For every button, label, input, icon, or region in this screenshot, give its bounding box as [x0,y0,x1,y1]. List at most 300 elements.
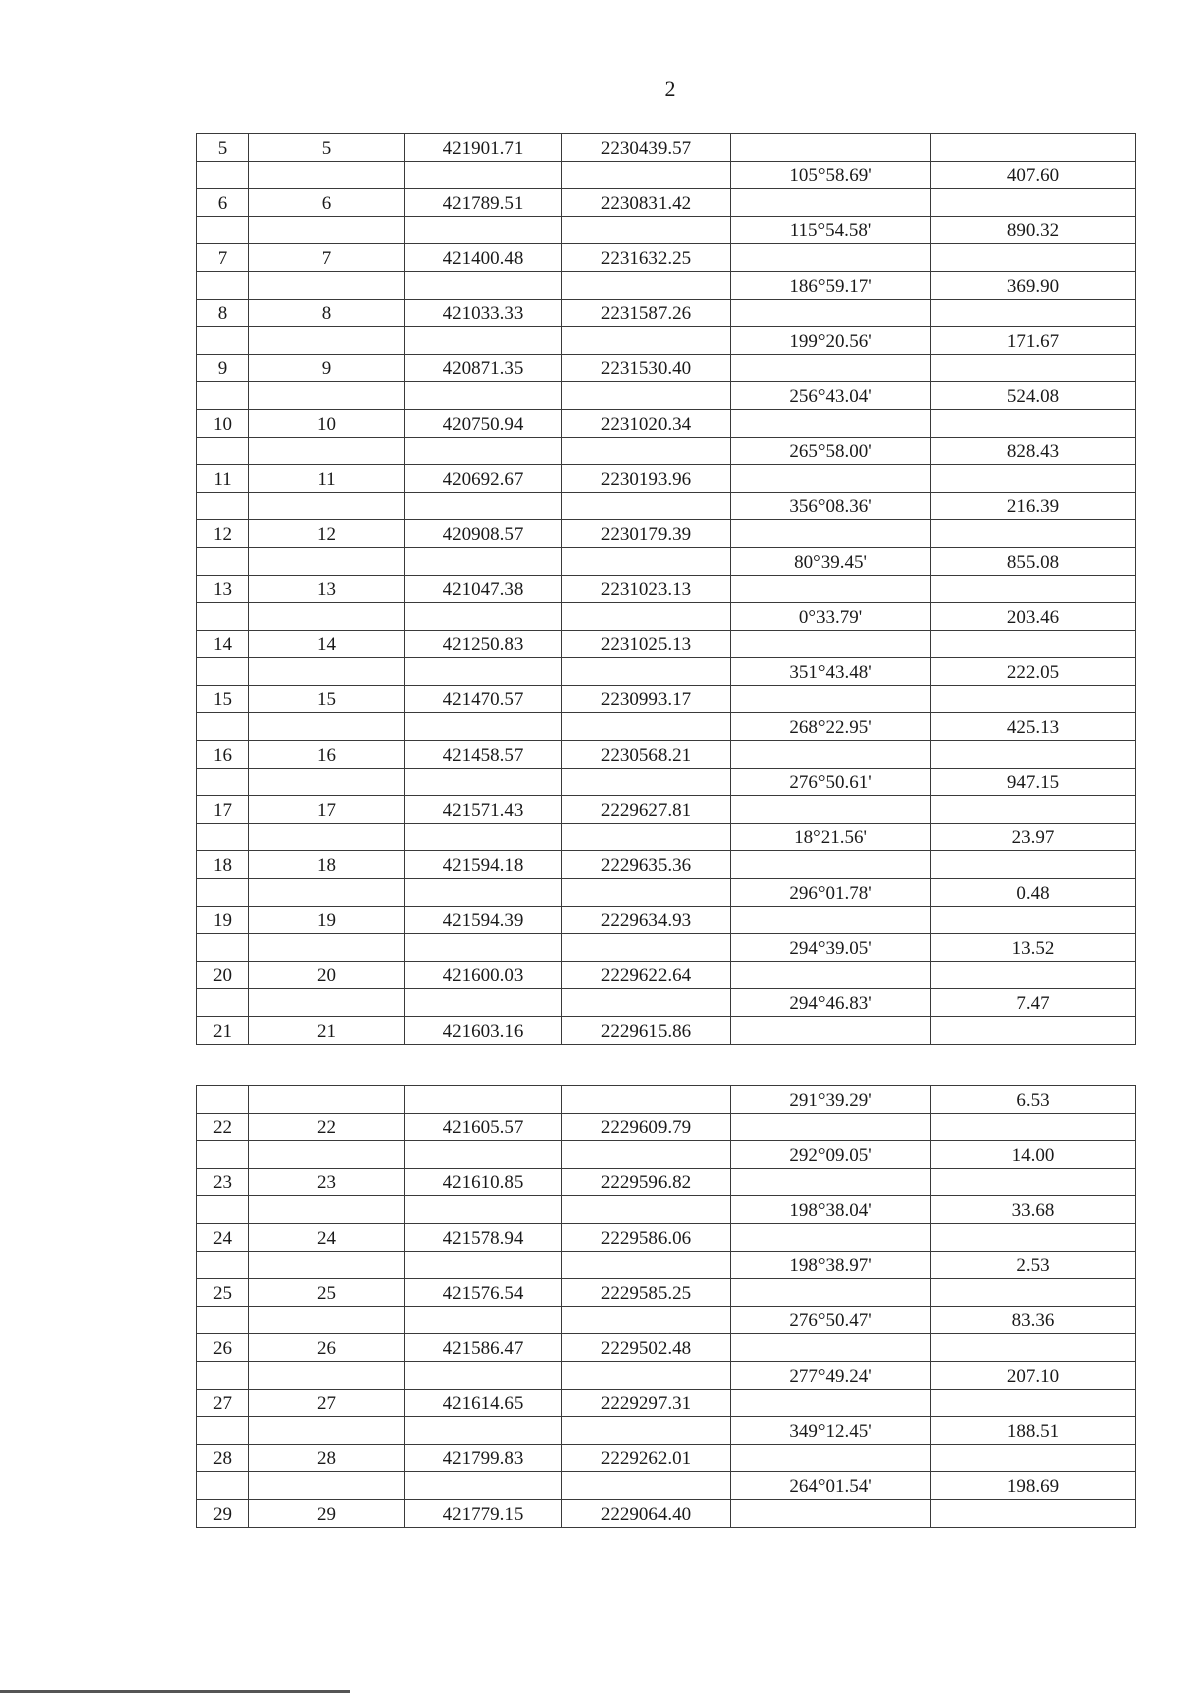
direction-angle-cell [731,575,931,603]
point-id-cell [249,271,405,299]
direction-angle-cell: 276°50.47' [731,1306,931,1334]
table-row [197,1472,1136,1500]
table-row [197,189,1136,217]
direction-angle-cell: 349°12.45' [731,1417,931,1445]
y-coordinate-cell: 2230993.17 [562,685,731,713]
table-row [197,465,1136,493]
x-coordinate-cell [405,823,562,851]
point-id-cell: 11 [249,465,405,493]
table-row [197,713,1136,741]
point-id-cell: 12 [249,520,405,548]
point-id-cell [249,161,405,189]
direction-angle-cell [731,1113,931,1141]
direction-angle-cell: 80°39.45' [731,547,931,575]
table-row [197,354,1136,382]
length-cell [931,1389,1136,1417]
point-number-cell [197,1086,249,1114]
length-cell [931,1279,1136,1307]
table-row [197,906,1136,934]
table-row [197,603,1136,631]
x-coordinate-cell [405,382,562,410]
y-coordinate-cell: 2229615.86 [562,1017,731,1045]
direction-angle-cell [731,409,931,437]
point-id-cell: 18 [249,851,405,879]
point-number-cell [197,271,249,299]
direction-angle-cell: 186°59.17' [731,271,931,299]
y-coordinate-cell [562,161,731,189]
table-row [197,658,1136,686]
point-id-cell [249,492,405,520]
point-number-cell: 22 [197,1113,249,1141]
point-id-cell [249,382,405,410]
length-cell [931,630,1136,658]
length-cell [931,354,1136,382]
table-row [197,161,1136,189]
table-row [197,271,1136,299]
point-id-cell: 22 [249,1113,405,1141]
table-row [197,1251,1136,1279]
point-number-cell [197,547,249,575]
x-coordinate-cell: 421594.18 [405,851,562,879]
length-cell: 855.08 [931,547,1136,575]
y-coordinate-cell [562,547,731,575]
direction-angle-cell: 264°01.54' [731,1472,931,1500]
point-id-cell: 13 [249,575,405,603]
direction-angle-cell [731,244,931,272]
point-id-cell: 10 [249,409,405,437]
table-row [197,1499,1136,1527]
y-coordinate-cell: 2231587.26 [562,299,731,327]
y-coordinate-cell [562,1306,731,1334]
point-id-cell: 6 [249,189,405,217]
y-coordinate-cell: 2230193.96 [562,465,731,493]
length-cell [931,409,1136,437]
direction-angle-cell [731,1499,931,1527]
table-row [197,1196,1136,1224]
y-coordinate-cell [562,1417,731,1445]
point-id-cell [249,1472,405,1500]
length-cell: 890.32 [931,216,1136,244]
direction-angle-cell: 292°09.05' [731,1141,931,1169]
direction-angle-cell: 356°08.36' [731,492,931,520]
scan-edge-line [0,1690,350,1693]
length-cell: 947.15 [931,768,1136,796]
length-cell [931,1223,1136,1251]
point-number-cell: 26 [197,1334,249,1362]
point-number-cell: 23 [197,1168,249,1196]
table-row [197,520,1136,548]
table-row [197,1086,1136,1114]
direction-angle-cell [731,1389,931,1417]
length-cell [931,299,1136,327]
point-id-cell [249,1361,405,1389]
point-number-cell [197,327,249,355]
y-coordinate-cell [562,768,731,796]
x-coordinate-cell: 421901.71 [405,134,562,162]
direction-angle-cell: 276°50.61' [731,768,931,796]
direction-angle-cell: 265°58.00' [731,437,931,465]
point-number-cell [197,768,249,796]
table-row [197,1334,1136,1362]
direction-angle-cell: 296°01.78' [731,879,931,907]
length-cell [931,796,1136,824]
point-number-cell: 27 [197,1389,249,1417]
length-cell: 13.52 [931,934,1136,962]
length-cell: 2.53 [931,1251,1136,1279]
x-coordinate-cell [405,1086,562,1114]
x-coordinate-cell: 421610.85 [405,1168,562,1196]
length-cell [931,1168,1136,1196]
point-number-cell [197,1472,249,1500]
table-row [197,851,1136,879]
x-coordinate-cell: 420908.57 [405,520,562,548]
page-number: 2 [664,76,676,101]
length-cell [931,244,1136,272]
y-coordinate-cell [562,1472,731,1500]
y-coordinate-cell: 2230831.42 [562,189,731,217]
y-coordinate-cell [562,437,731,465]
direction-angle-cell [731,299,931,327]
direction-angle-cell [731,189,931,217]
point-number-cell: 20 [197,961,249,989]
length-cell: 524.08 [931,382,1136,410]
table-row [197,1141,1136,1169]
length-cell: 425.13 [931,713,1136,741]
x-coordinate-cell [405,1196,562,1224]
length-cell: 216.39 [931,492,1136,520]
y-coordinate-cell [562,713,731,741]
direction-angle-cell: 351°43.48' [731,658,931,686]
point-id-cell: 25 [249,1279,405,1307]
point-id-cell [249,768,405,796]
y-coordinate-cell: 2230439.57 [562,134,731,162]
table-row [197,1017,1136,1045]
direction-angle-cell: 105°58.69' [731,161,931,189]
y-coordinate-cell: 2230568.21 [562,741,731,769]
point-id-cell: 16 [249,741,405,769]
x-coordinate-cell: 420750.94 [405,409,562,437]
point-number-cell: 28 [197,1444,249,1472]
length-cell: 207.10 [931,1361,1136,1389]
point-id-cell: 5 [249,134,405,162]
direction-angle-cell [731,465,931,493]
x-coordinate-cell: 421458.57 [405,741,562,769]
length-cell [931,520,1136,548]
table-row [197,685,1136,713]
direction-angle-cell: 18°21.56' [731,823,931,851]
point-number-cell: 24 [197,1223,249,1251]
y-coordinate-cell: 2231632.25 [562,244,731,272]
point-id-cell [249,823,405,851]
x-coordinate-cell: 421799.83 [405,1444,562,1472]
x-coordinate-cell [405,713,562,741]
y-coordinate-cell: 2229634.93 [562,906,731,934]
y-coordinate-cell: 2231530.40 [562,354,731,382]
table-row [197,134,1136,162]
table-row [197,879,1136,907]
table-row [197,796,1136,824]
point-number-cell: 17 [197,796,249,824]
point-number-cell: 13 [197,575,249,603]
length-cell [931,906,1136,934]
direction-angle-cell: 277°49.24' [731,1361,931,1389]
y-coordinate-cell: 2229596.82 [562,1168,731,1196]
direction-angle-cell [731,685,931,713]
point-id-cell [249,327,405,355]
point-number-cell [197,879,249,907]
y-coordinate-cell [562,603,731,631]
point-id-cell: 20 [249,961,405,989]
length-cell: 33.68 [931,1196,1136,1224]
point-number-cell [197,437,249,465]
length-cell: 369.90 [931,271,1136,299]
x-coordinate-cell: 421779.15 [405,1499,562,1527]
point-id-cell [249,989,405,1017]
x-coordinate-cell: 421789.51 [405,189,562,217]
table-row [197,409,1136,437]
y-coordinate-cell [562,823,731,851]
direction-angle-cell [731,1168,931,1196]
point-number-cell [197,989,249,1017]
y-coordinate-cell [562,271,731,299]
point-number-cell: 25 [197,1279,249,1307]
table-row [197,492,1136,520]
direction-angle-cell: 0°33.79' [731,603,931,631]
direction-angle-cell: 256°43.04' [731,382,931,410]
length-cell [931,465,1136,493]
y-coordinate-cell [562,1141,731,1169]
point-number-cell: 16 [197,741,249,769]
direction-angle-cell [731,961,931,989]
length-cell [931,575,1136,603]
x-coordinate-cell: 421614.65 [405,1389,562,1417]
x-coordinate-cell: 421470.57 [405,685,562,713]
x-coordinate-cell [405,216,562,244]
point-number-cell: 12 [197,520,249,548]
point-number-cell: 19 [197,906,249,934]
length-cell: 198.69 [931,1472,1136,1500]
point-number-cell: 7 [197,244,249,272]
point-id-cell: 21 [249,1017,405,1045]
point-number-cell: 10 [197,409,249,437]
length-cell [931,685,1136,713]
x-coordinate-cell [405,989,562,1017]
y-coordinate-cell [562,989,731,1017]
table-row [197,299,1136,327]
y-coordinate-cell: 2230179.39 [562,520,731,548]
x-coordinate-cell: 420871.35 [405,354,562,382]
point-id-cell [249,437,405,465]
x-coordinate-cell [405,879,562,907]
y-coordinate-cell [562,382,731,410]
table-row [197,934,1136,962]
y-coordinate-cell: 2229627.81 [562,796,731,824]
y-coordinate-cell [562,879,731,907]
x-coordinate-cell: 421033.33 [405,299,562,327]
table-row [197,1223,1136,1251]
table-row [197,437,1136,465]
table-row [197,327,1136,355]
length-cell [931,1017,1136,1045]
point-number-cell: 15 [197,685,249,713]
length-cell: 7.47 [931,989,1136,1017]
point-number-cell [197,713,249,741]
y-coordinate-cell: 2229502.48 [562,1334,731,1362]
point-id-cell: 29 [249,1499,405,1527]
point-number-cell [197,382,249,410]
x-coordinate-cell: 421600.03 [405,961,562,989]
point-number-cell [197,658,249,686]
y-coordinate-cell [562,1196,731,1224]
x-coordinate-cell: 421586.47 [405,1334,562,1362]
table-row [197,1444,1136,1472]
direction-angle-cell [731,741,931,769]
point-number-cell [197,1196,249,1224]
x-coordinate-cell: 421594.39 [405,906,562,934]
table-row [197,1168,1136,1196]
direction-angle-cell [731,354,931,382]
point-number-cell [197,1417,249,1445]
length-cell [931,134,1136,162]
x-coordinate-cell [405,327,562,355]
direction-angle-cell [731,630,931,658]
length-cell [931,189,1136,217]
length-cell: 407.60 [931,161,1136,189]
y-coordinate-cell: 2229635.36 [562,851,731,879]
point-id-cell [249,713,405,741]
table-row [197,1417,1136,1445]
direction-angle-cell [731,134,931,162]
coordinates-table-2 [196,1085,1136,1528]
x-coordinate-cell: 421576.54 [405,1279,562,1307]
y-coordinate-cell [562,1086,731,1114]
point-id-cell: 9 [249,354,405,382]
table-row [197,216,1136,244]
point-id-cell [249,603,405,631]
x-coordinate-cell [405,1361,562,1389]
x-coordinate-cell [405,1141,562,1169]
point-id-cell: 26 [249,1334,405,1362]
point-number-cell [197,1306,249,1334]
length-cell: 0.48 [931,879,1136,907]
y-coordinate-cell: 2229586.06 [562,1223,731,1251]
point-id-cell: 23 [249,1168,405,1196]
point-id-cell [249,1196,405,1224]
x-coordinate-cell: 420692.67 [405,465,562,493]
x-coordinate-cell [405,161,562,189]
x-coordinate-cell [405,437,562,465]
y-coordinate-cell: 2229585.25 [562,1279,731,1307]
point-id-cell: 28 [249,1444,405,1472]
point-id-cell: 17 [249,796,405,824]
point-number-cell: 18 [197,851,249,879]
x-coordinate-cell [405,768,562,796]
point-id-cell [249,547,405,575]
point-number-cell: 8 [197,299,249,327]
point-number-cell: 9 [197,354,249,382]
table-row [197,1306,1136,1334]
y-coordinate-cell: 2231023.13 [562,575,731,603]
length-cell [931,1444,1136,1472]
direction-angle-cell: 294°46.83' [731,989,931,1017]
point-number-cell: 11 [197,465,249,493]
length-cell [931,1499,1136,1527]
direction-angle-cell [731,1279,931,1307]
length-cell: 83.36 [931,1306,1136,1334]
x-coordinate-cell [405,271,562,299]
table-row [197,630,1136,658]
direction-angle-cell [731,1334,931,1362]
x-coordinate-cell [405,547,562,575]
direction-angle-cell: 268°22.95' [731,713,931,741]
table-row [197,1113,1136,1141]
point-number-cell [197,492,249,520]
x-coordinate-cell: 421578.94 [405,1223,562,1251]
direction-angle-cell [731,520,931,548]
length-cell: 171.67 [931,327,1136,355]
table-row [197,1361,1136,1389]
direction-angle-cell [731,851,931,879]
x-coordinate-cell: 421603.16 [405,1017,562,1045]
table-row [197,741,1136,769]
table-row [197,961,1136,989]
table-row [197,1389,1136,1417]
length-cell: 23.97 [931,823,1136,851]
table-row [197,768,1136,796]
point-number-cell [197,1141,249,1169]
y-coordinate-cell: 2229262.01 [562,1444,731,1472]
length-cell: 6.53 [931,1086,1136,1114]
y-coordinate-cell [562,1361,731,1389]
table-row [197,989,1136,1017]
length-cell [931,851,1136,879]
point-id-cell [249,1306,405,1334]
length-cell: 188.51 [931,1417,1136,1445]
x-coordinate-cell [405,1417,562,1445]
point-number-cell [197,823,249,851]
direction-angle-cell: 294°39.05' [731,934,931,962]
point-number-cell [197,603,249,631]
direction-angle-cell [731,1444,931,1472]
direction-angle-cell [731,906,931,934]
point-number-cell [197,216,249,244]
length-cell: 203.46 [931,603,1136,631]
x-coordinate-cell [405,1472,562,1500]
table-row [197,382,1136,410]
point-id-cell [249,1141,405,1169]
point-number-cell: 5 [197,134,249,162]
point-id-cell [249,1251,405,1279]
y-coordinate-cell: 2229297.31 [562,1389,731,1417]
x-coordinate-cell [405,934,562,962]
x-coordinate-cell: 421571.43 [405,796,562,824]
table-row [197,547,1136,575]
length-cell: 14.00 [931,1141,1136,1169]
length-cell: 222.05 [931,658,1136,686]
x-coordinate-cell: 421400.48 [405,244,562,272]
y-coordinate-cell: 2229622.64 [562,961,731,989]
point-number-cell: 21 [197,1017,249,1045]
coordinates-table-1 [196,133,1136,1045]
point-id-cell [249,1417,405,1445]
table-row [197,575,1136,603]
y-coordinate-cell [562,934,731,962]
y-coordinate-cell: 2231020.34 [562,409,731,437]
table-row [197,244,1136,272]
point-id-cell: 27 [249,1389,405,1417]
x-coordinate-cell: 421047.38 [405,575,562,603]
direction-angle-cell: 291°39.29' [731,1086,931,1114]
